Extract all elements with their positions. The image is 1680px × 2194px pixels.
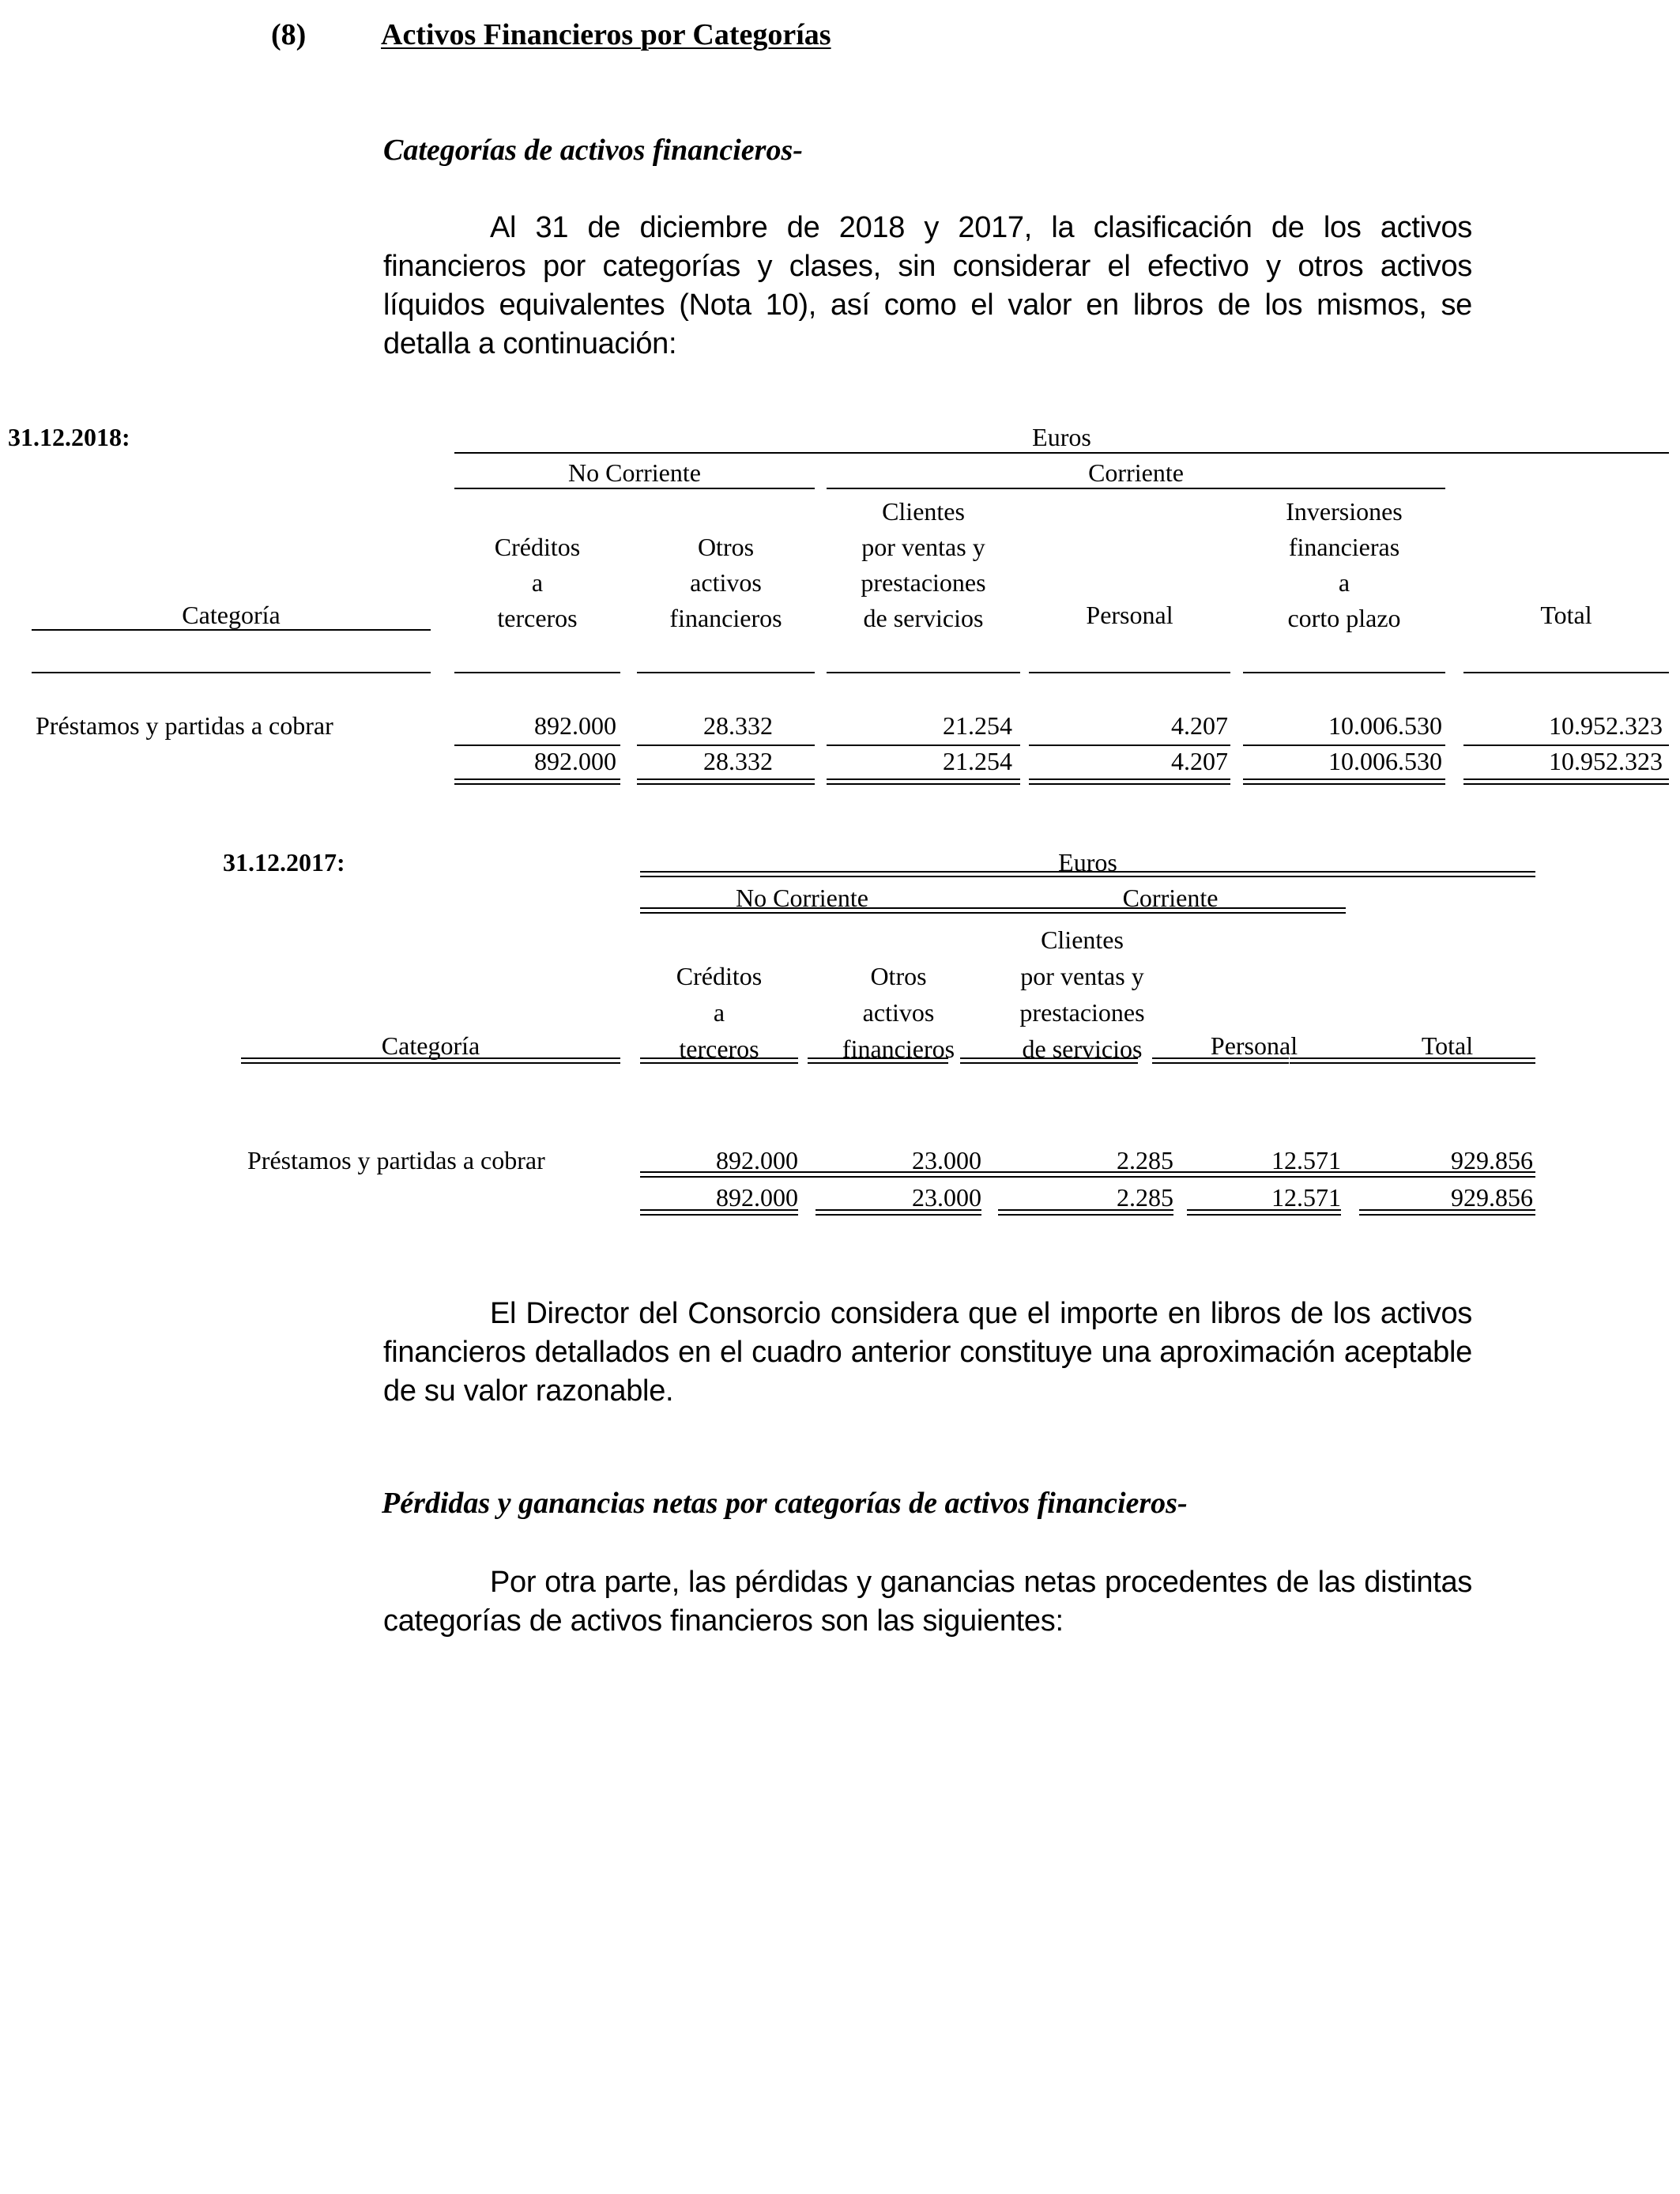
table-2018-currency: Euros [1032,423,1091,451]
table-2017-header-otros [808,958,989,1067]
paragraph-director [383,1295,1472,1411]
table-2018-total-cell: 21.254 [943,747,1012,775]
subtitle-categorias: Categorías de activos financieros- [383,134,803,167]
header-line: Clientes [1041,925,1124,954]
table-2018-total-cell: 28.332 [703,747,773,775]
table-2018-header-total: Total [1540,601,1592,629]
table-2018-cell: 10.006.530 [1328,711,1442,740]
table-2018-header-categoria: Categoría [182,601,281,629]
table-2018-row-label: Préstamos y partidas a cobrar [36,711,333,740]
header-line: Otros [870,962,927,990]
table-2018-total-cell: 892.000 [534,747,616,775]
table-2017-header-total: Total [1421,1031,1474,1060]
table-2017-total-cell: 2.285 [1117,1183,1173,1212]
header-line: de servicios [863,604,984,632]
header-line: terceros [497,604,578,632]
paragraph-intro [383,209,1472,364]
header-line: a [531,568,544,597]
header-line: financieros [842,1035,955,1063]
table-2017-cell: 2.285 [1117,1146,1173,1174]
table-2017-row-label: Préstamos y partidas a cobrar [247,1146,545,1174]
header-line: Créditos [494,533,581,561]
table-2018-header-clientes [827,494,1020,636]
paragraph-director-text: El Director del Consorcio considera que el importe en libros de los activos financieros detallados en el cuadro anterior constituye una aproximación aceptable de su valor razonable. [383,1297,1472,1408]
table-2017-cell: 892.000 [716,1146,798,1174]
table-2017-total-cell: 23.000 [912,1183,981,1212]
paragraph-perdidas-text: Por otra parte, las pérdidas y ganancias netas procedentes de las distintas categorías de activos financieros son las siguientes: [383,1566,1472,1638]
table-2017-currency: Euros [1058,848,1117,876]
table-2018-group-corriente: Corriente [1088,458,1184,487]
table-2018-header-inversiones [1243,494,1445,636]
table-2018-total-cell: 10.952.323 [1549,747,1663,775]
table-2018-header-creditos [454,530,620,636]
table-2018-group-no-corriente: No Corriente [568,458,701,487]
table-2017-group-no-corriente: No Corriente [736,884,868,912]
header-line: activos [690,568,762,597]
table-2018-header-otros [637,530,815,636]
header-line: Inversiones [1286,497,1403,526]
header-line: corto plazo [1287,604,1401,632]
header-line: por ventas y [861,533,985,561]
table-2018-cell: 10.952.323 [1549,711,1663,740]
header-line: Otros [697,533,755,561]
table-2017-total-cell: 892.000 [716,1183,798,1212]
table-2017-header-personal: Personal [1210,1031,1298,1060]
table-2018-total-cell: 10.006.530 [1328,747,1442,775]
header-line: de servicios [1022,1035,1143,1063]
table-2018-cell: 28.332 [703,711,773,740]
section-number: (8) [271,18,307,51]
table-2018-cell: 892.000 [534,711,616,740]
paragraph-intro-text: Al 31 de diciembre de 2018 y 2017, la clasificación de los activos financieros por categorías y clases, sin considerar el efectivo y otros activos líquidos equivalentes (Nota 10), así como el valor en libros de los mismos, se detalla a continuación: [383,211,1472,360]
header-line: Clientes [882,497,965,526]
table-2017-total-cell: 929.856 [1451,1183,1533,1212]
header-line: Créditos [676,962,763,990]
header-line: a [1338,568,1350,597]
table-2018-cell: 21.254 [943,711,1012,740]
header-line: terceros [679,1035,759,1063]
table-2017-cell: 23.000 [912,1146,981,1174]
table-2018-cell: 4.207 [1171,711,1228,740]
table-2018-total-cell: 4.207 [1171,747,1228,775]
section-title: Activos Financieros por Categorías [381,18,831,51]
header-line: financieros [669,604,782,632]
table-2018-header-personal: Personal [1086,601,1173,629]
table-2017-header-categoria: Categoría [381,1031,480,1060]
paragraph-perdidas [383,1563,1472,1641]
header-line: a [713,998,725,1027]
table-2017-date: 31.12.2017: [223,848,345,876]
table-2017-header-creditos [640,958,798,1067]
table-2017-cell: 12.571 [1271,1146,1341,1174]
header-line: por ventas y [1020,962,1144,990]
header-line: financieras [1288,533,1400,561]
subtitle-perdidas: Pérdidas y ganancias netas por categorías de activos financieros- [382,1487,1188,1520]
table-2017-cell: 929.856 [1451,1146,1533,1174]
header-line: activos [862,998,935,1027]
table-2017-group-corriente: Corriente [1122,884,1219,912]
table-2017-total-cell: 12.571 [1271,1183,1341,1212]
header-line: prestaciones [861,568,986,597]
table-2018-date: 31.12.2018: [8,423,130,451]
header-line: prestaciones [1019,998,1145,1027]
